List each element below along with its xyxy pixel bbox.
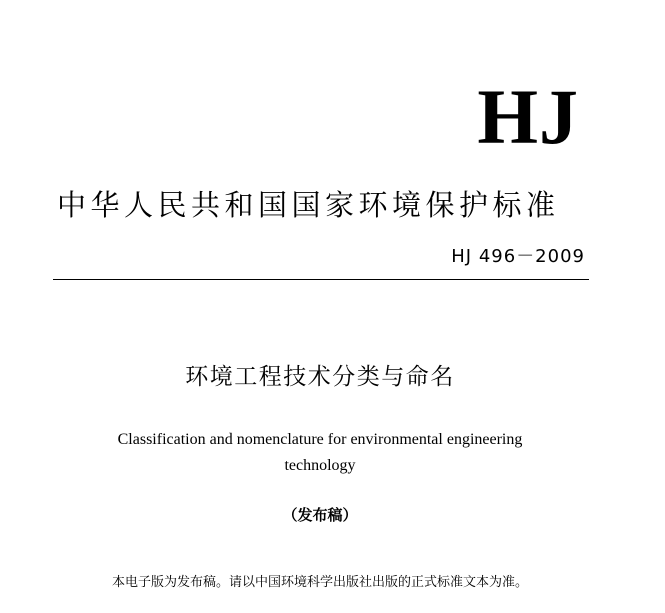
english-title-line-1: Classification and nomenclature for environmental engineering <box>117 431 523 448</box>
draft-status-label: （发布稿） <box>282 506 358 524</box>
english-title-line-2: technology <box>284 457 356 474</box>
hj-logo: HJ <box>477 73 579 160</box>
standard-number: HJ 496－2009 <box>451 246 585 267</box>
organization-name: 中华人民共和国国家环境保护标准 <box>57 188 560 222</box>
english-title <box>80 427 560 479</box>
header-divider <box>53 279 589 280</box>
publication-notice: 本电子版为发布稿。请以中国环境科学出版社出版的正式标准文本为准。 <box>111 575 528 590</box>
chinese-title: 环境工程技术分类与命名 <box>185 364 455 390</box>
